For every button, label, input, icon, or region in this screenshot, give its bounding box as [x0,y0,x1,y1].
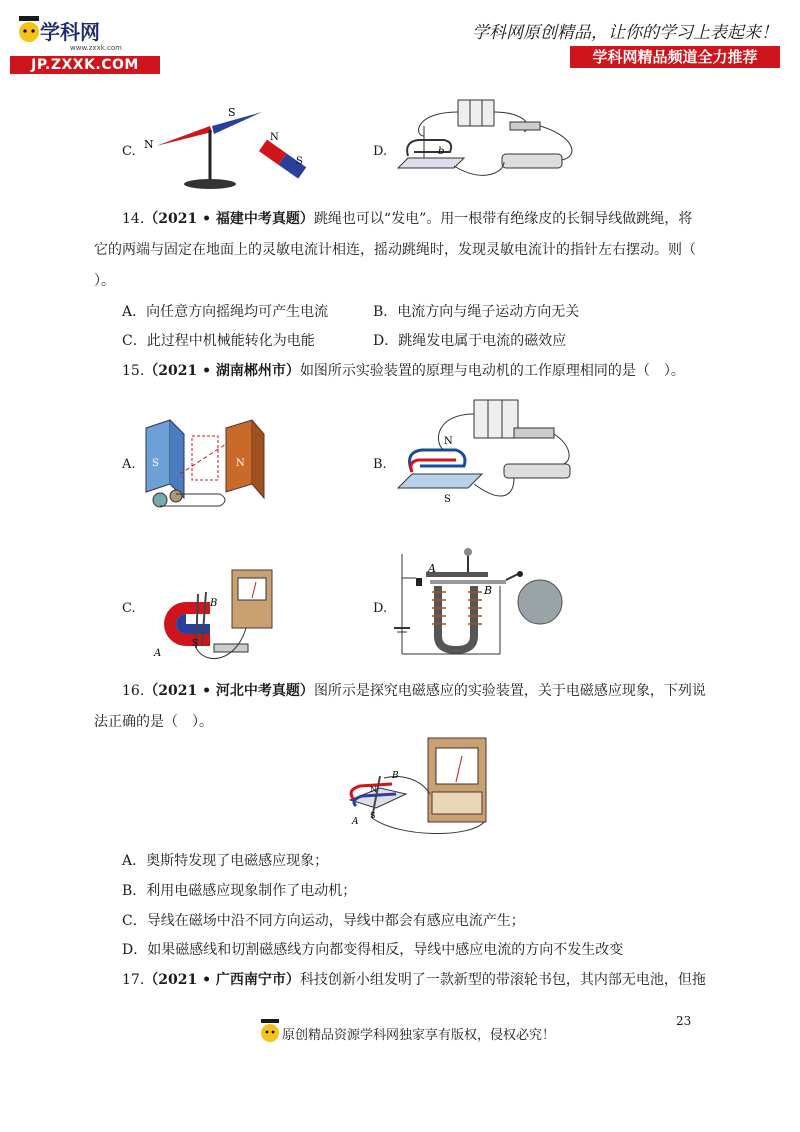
q15-c-b: B [210,598,218,609]
q16-option-d: D．如果磁感线和切割磁感线方向都变得相反，导线中感应电流的方向不发生改变 [122,942,624,958]
q15-number: 15. [122,363,145,379]
q14-stem-line3: ）。 [94,273,115,289]
q15-d-a: A [428,562,436,575]
q16-fig-a: A [352,817,359,827]
q14-text1: 跳绳也可以“发电”。用一根带有绝缘皮的长铜导线做跳绳，将 [313,211,693,227]
q17-stem [122,970,706,990]
q16-figure [340,734,500,840]
q14-source: （2021 • 福建中考真题） [144,211,314,227]
q17-source: （2021 • 广西南宁市） [144,972,300,988]
logo-subtitle: www.zxxk.com [70,44,122,52]
q15-stem [122,361,685,381]
header-slogan: 学科网原创精品，让你的学习上表起来！ [472,23,778,43]
q14-stem-line2: 它的两端与固定在地面上的灵敏电流计相连，摇动跳绳时，发现灵敏电流计的指针左右摆动。则（ [94,242,696,258]
logo-title: 学科网 [40,20,100,44]
site-logo [10,14,160,74]
q15-figure-c [146,566,280,666]
q15-b-n: N [444,436,453,447]
q16-stem-line2: 法正确的是（ ）。 [94,714,213,730]
q14-stem-line1 [122,209,692,229]
q15-b-s: S [444,494,451,505]
q16-option-b: B．利用电磁感应现象制作了电动机； [122,883,357,899]
q17-text1: 科技创新小组发明了一款新型的带滚轮书包，其内部无电池，但拖 [299,972,706,988]
q15-c-s: S [192,639,199,649]
q15-d-b: B [484,584,493,597]
q14-number: 14. [122,211,145,227]
q15-source: （2021 • 湖南郴州市） [144,363,300,379]
q16-source: （2021 • 河北中考真题） [144,683,314,699]
q16-option-c: C．导线在磁场中沿不同方向运动，导线中都会有感应电流产生； [122,913,525,929]
q15-figure-a [140,414,280,518]
q14-option-a: A．向任意方向摇绳均可产生电流 [122,304,329,320]
q13-c-s1: S [228,106,236,119]
q13-c-n1: N [144,138,154,151]
q15-label-c: C. [122,601,136,616]
q15-c-a: A [154,648,162,659]
q16-fig-n: N [370,785,377,794]
q16-fig-s: S [370,811,376,820]
q15-label-b: B. [373,457,387,472]
mascot-icon [16,14,42,46]
q15-text1: 如图所示实验装置的原理与电动机的工作原理相同的是（ ）。 [299,363,685,379]
footer-copyright: 原创精品资源学科网独家享有版权，侵权必究！ [282,1028,556,1043]
q13-option-d-label: D. [373,144,388,159]
q16-fig-b: B [392,771,399,781]
q15-a-s: S [152,458,159,469]
q16-stem-line1 [122,681,706,701]
header-banner: 学科网精品频道全力推荐 [570,46,780,68]
q13-c-s2: S [296,156,303,167]
q15-figure-b [394,394,574,510]
q15-a-n: N [236,458,245,469]
q15-label-d: D. [373,601,388,616]
q13-c-n2: N [270,132,279,143]
q15-label-a: A. [122,457,136,472]
q13-d-b: b [438,146,445,157]
q16-option-a: A．奥斯特发现了电磁感应现象； [122,853,329,869]
q14-option-b: B．电流方向与绳子运动方向无关 [373,304,580,320]
footer-mascot-icon [258,1016,282,1046]
q13-figure-d [394,96,594,190]
q14-option-d: D．跳绳发电属于电流的磁效应 [373,333,567,349]
q15-figure-d [394,546,568,662]
q16-number: 16. [122,683,145,699]
q13-figure-c [140,98,320,194]
page-number: 23 [676,1014,692,1028]
q16-text1: 图所示是探究电磁感应的实验装置，关于电磁感应现象，下列说 [313,683,706,699]
logo-url: JP.ZXXK.COM [10,56,160,74]
q14-option-c: C．此过程中机械能转化为电能 [122,333,315,349]
q13-option-c-label: C. [122,144,136,159]
q17-number: 17. [122,972,145,988]
